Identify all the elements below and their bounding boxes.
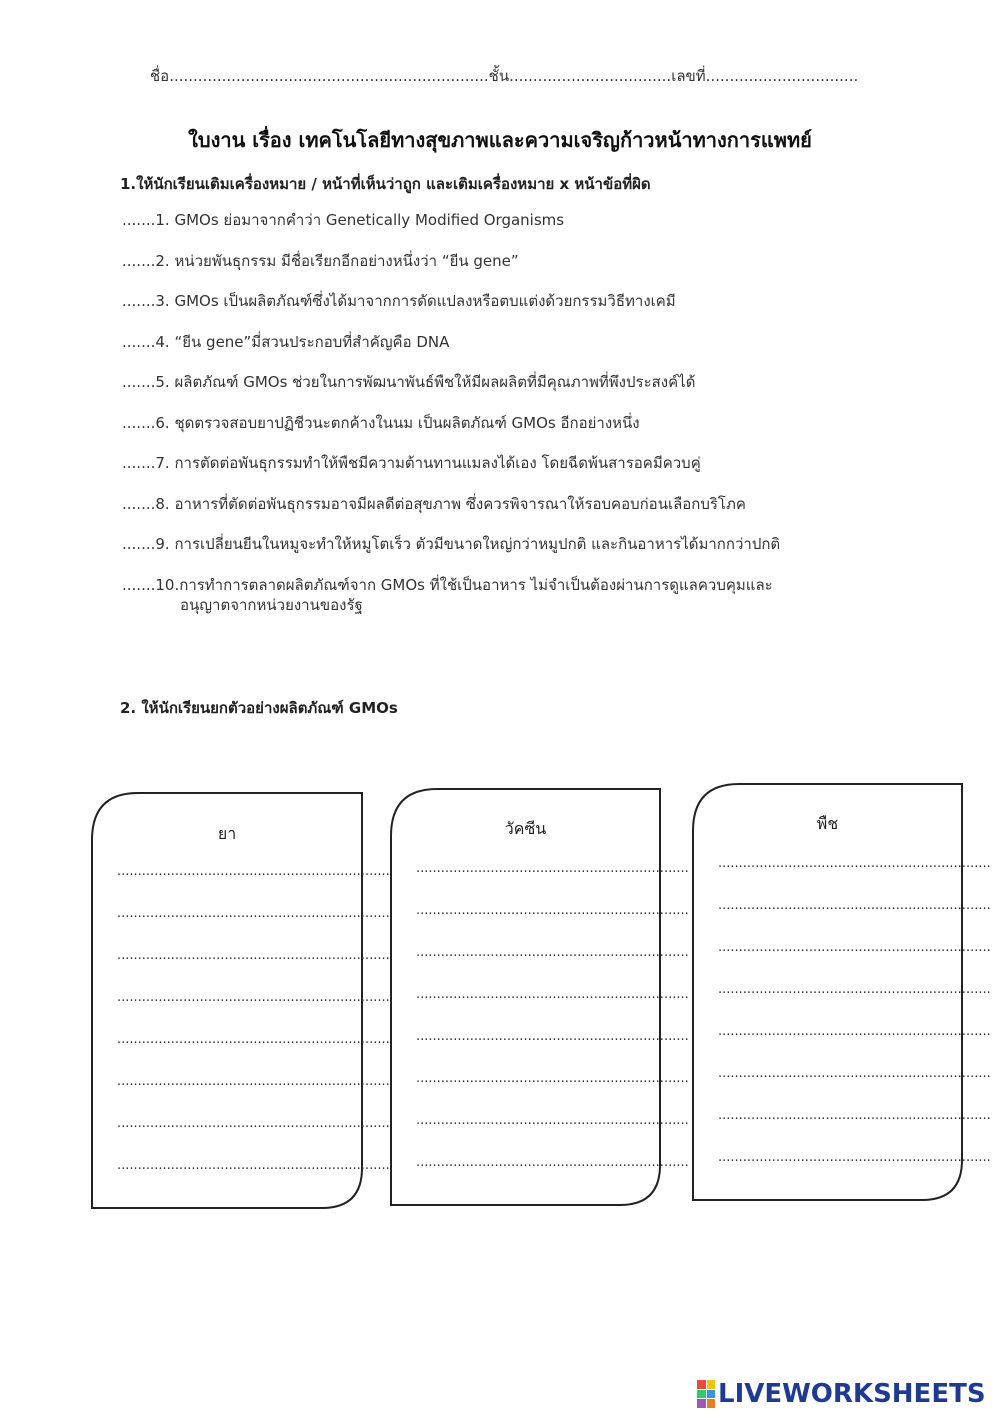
section2-instruction: 2. ให้นักเรียนยกตัวอย่างผลิตภัณฑ์ GMOs [120, 699, 398, 717]
statement-text: การเปลี่ยนยีนในหมูจะทำให้หมูโตเร็ว ตัวมีขนาดใหญ่กว่าหมูปกติ และกินอาหารได้มากกว่าปกติ [169, 535, 781, 553]
card-vaccine-line-3[interactable]: .................................................................. [416, 945, 689, 960]
card-plant-title: พืช [816, 814, 839, 833]
student-info-line[interactable]: ชื่อ...................................................................ชั้น..................................เลขที่................................ [150, 67, 859, 85]
card-medicine-line-8[interactable]: .................................................................. [117, 1158, 390, 1173]
card-plant-line-6[interactable]: .................................................................. [718, 1066, 991, 1081]
logo-square [707, 1399, 716, 1408]
card-medicine-line-1[interactable]: .................................................................. [117, 864, 390, 879]
statement-text: “ยีน gene”มี่สวนประกอบที่สำคัญคือ DNA [169, 332, 450, 351]
statement-text: GMOs ย่อมาจากคำว่า Genetically Modified Organisms [169, 211, 565, 229]
logo-square [697, 1390, 706, 1399]
liveworksheets-logo [697, 1376, 986, 1412]
answer-blank[interactable]: .......4. [122, 332, 170, 351]
statement-text: อาหารที่ตัดต่อพันธุกรรมอาจมีผลดีต่อสุขภาพ ซึ่งควรพิจารณาให้รอบคอบก่อนเลือกบริโภค [169, 494, 746, 513]
card-medicine-line-3[interactable]: .................................................................. [117, 948, 390, 963]
card-medicine-title: ยา [217, 824, 237, 843]
logo-square [707, 1390, 716, 1399]
card-medicine-line-4[interactable]: .................................................................. [117, 990, 390, 1005]
answer-blank[interactable]: .......3. [122, 292, 170, 310]
card-medicine-line-6[interactable]: .................................................................. [117, 1074, 390, 1089]
statement-continuation: อนุญาตจากหน่วยงานของรัฐ [180, 596, 363, 614]
card-vaccine-title: วัคซีน [504, 819, 547, 838]
statement-text: ชุดตรวจสอบยาปฏิชีวนะตกค้างในนม เป็นผลิตภัณฑ์ GMOs อีกอย่างหนึ่ง [169, 413, 640, 432]
answer-blank[interactable]: .......6. [122, 413, 170, 432]
card-vaccine-line-5[interactable]: .................................................................. [416, 1029, 689, 1044]
card-plant-line-2[interactable]: .................................................................. [718, 898, 991, 913]
logo-text [718, 1379, 986, 1409]
answer-blank[interactable]: .......1. [122, 211, 170, 229]
card-vaccine-line-6[interactable]: .................................................................. [416, 1071, 689, 1086]
answer-blank[interactable]: .......7. [122, 454, 170, 472]
card-vaccine-line-8[interactable]: .................................................................. [416, 1155, 689, 1170]
statement-text: การตัดต่อพันธุกรรมทำให้พืชมีความต้านทานแมลงได้เอง โดยฉีดพ้นสารอคมีควบคู่ [169, 454, 701, 472]
logo-square [697, 1399, 706, 1408]
logo-live: LIVE [718, 1379, 783, 1409]
card-vaccine-line-1[interactable]: .................................................................. [416, 861, 689, 876]
answer-blank[interactable]: .......5. [122, 373, 170, 391]
card-vaccine-line-7[interactable]: .................................................................. [416, 1113, 689, 1128]
statement-text: การทำการตลาดผลิตภัณฑ์จาก GMOs ที่ใช้เป็นอาหาร ไม่จำเป็นต้องผ่านการดูแลควบคุมและ [179, 575, 773, 594]
logo-worksheets: WORKSHEETS [782, 1379, 986, 1409]
card-vaccine-line-2[interactable]: .................................................................. [416, 903, 689, 918]
logo-square [697, 1380, 706, 1389]
card-medicine-line-7[interactable]: .................................................................. [117, 1116, 390, 1131]
answer-blank[interactable]: .......2. [122, 251, 170, 270]
card-medicine-line-5[interactable]: .................................................................. [117, 1032, 390, 1047]
answer-blank[interactable]: .......9. [122, 535, 170, 553]
card-plant-line-7[interactable]: .................................................................. [718, 1108, 991, 1123]
card-plant-line-3[interactable]: .................................................................. [718, 940, 991, 955]
answer-blank[interactable]: .......10. [122, 575, 180, 594]
logo-square [707, 1380, 716, 1389]
statement-text: ผลิตภัณฑ์ GMOs ช่วยในการพัฒนาพันธ์พืชให้มีผลผลิตที่มีคุณภาพที่พึงประสงค์ได้ [169, 373, 696, 391]
card-plant-line-8[interactable]: .................................................................. [718, 1150, 991, 1165]
card-medicine-line-2[interactable]: .................................................................. [117, 906, 390, 921]
worksheet-title: ใบงาน เรื่อง เทคโนโลยีทางสุขภาพและความเจริญก้าวหน้าทางการแพทย์ [188, 128, 812, 152]
card-plant-line-5[interactable]: .................................................................. [718, 1024, 991, 1039]
card-vaccine-line-4[interactable]: .................................................................. [416, 987, 689, 1002]
logo-grid-icon [697, 1380, 715, 1408]
statement-text: หน่วยพันธุกรรม มีชื่อเรียกอีกอย่างหนึ่งว่า “ยีน gene” [169, 251, 519, 270]
answer-blank[interactable]: .......8. [122, 494, 170, 513]
card-plant-line-4[interactable]: .................................................................. [718, 982, 991, 997]
section1-instruction: 1.ให้นักเรียนเติมเครื่องหมาย / หน้าที่เห็นว่าถูก และเติมเครื่องหมาย x หน้าข้อที่ผิด [120, 175, 651, 193]
statement-text: GMOs เป็นผลิตภัณฑ์ซึ่งได้มาจากการดัดแปลงหรือตบแต่งด้วยกรรมวิธีทางเคมี [169, 292, 676, 310]
card-plant-line-1[interactable]: .................................................................. [718, 856, 991, 871]
